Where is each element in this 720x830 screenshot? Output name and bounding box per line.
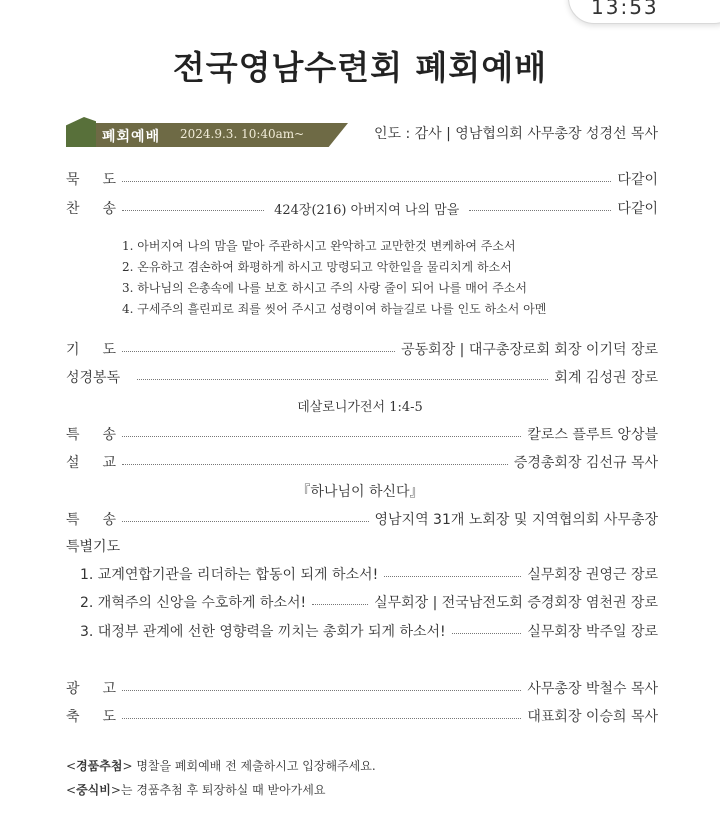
note-text: 는 경품추첨 후 퇴장하실 때 받아가세요 (120, 783, 326, 797)
row-value: 영남지역 31개 노회장 및 지역협의회 사무총장 (374, 512, 658, 528)
row-label: 설 교 (66, 455, 116, 471)
special-prayer-item (80, 563, 658, 585)
leaf-icon (66, 117, 96, 147)
leader-dots (384, 576, 521, 577)
leader-dots (122, 464, 508, 465)
page-title: 전국영남수련회 폐회예배 (172, 48, 548, 87)
row-value: 사무총장 박철수 목사 (527, 681, 658, 697)
prayer-by: 실무회장 | 전국남전도회 증경회장 염천권 장로 (374, 595, 658, 611)
row-label: 찬 송 (66, 201, 116, 217)
hymn-verses (122, 236, 546, 320)
verse-line: 2. 온유하고 겸손하여 화평하게 하시고 망령되고 악한일을 물리치게 하소서 (122, 260, 512, 274)
row-label: 성경봉독 (66, 370, 121, 386)
note-text: 명찰을 폐회예배 전 제출하시고 입장해주세요. (136, 759, 376, 773)
footer-notes (66, 754, 376, 802)
row-hymn (66, 197, 658, 219)
row-blessing (66, 705, 658, 727)
row-label: 특별기도 (66, 539, 121, 555)
verse-line: 3. 하나님의 은총속에 나를 보호 하시고 주의 사랑 줄이 되어 나를 매어 주소서 (122, 281, 527, 295)
row-label: 기 도 (66, 342, 116, 358)
leader-dots (122, 718, 521, 719)
row-label: 특 송 (66, 427, 116, 443)
row-mukdo (66, 168, 658, 190)
leader-dots (452, 633, 522, 634)
row-value: 다같이 (617, 172, 658, 188)
row-sermon (66, 451, 658, 473)
verse-line: 1. 아버지여 나의 맘을 맡아 주관하시고 완악하고 교만한것 변케하여 주소서 (122, 239, 516, 253)
banner-label: 폐회예배 (102, 129, 161, 145)
row-value: 공동회장 | 대구총장로회 회장 이기덕 장로 (401, 342, 658, 358)
corner-badge-text: 13:53 (591, 0, 659, 19)
note-keyword: 중식비 (76, 783, 111, 797)
row-label: 특 송 (66, 512, 116, 528)
row-notice (66, 677, 658, 699)
leader-dots (312, 604, 368, 605)
prayer-text: 2. 개혁주의 신앙을 수호하게 하소서! (80, 595, 307, 611)
leader-dots (122, 690, 521, 691)
leader-dots (122, 351, 395, 352)
verse-line: 4. 구세주의 흘린피로 죄를 씻어 주시고 성령이여 하늘길로 나를 인도 하소서 아멘 (122, 302, 547, 316)
note-line: <경품추첨> 명찰을 폐회예배 전 제출하시고 입장해주세요. (66, 759, 376, 773)
leader-dots (469, 210, 611, 211)
row-value: 다같이 (617, 201, 658, 217)
note-keyword: 경품추첨 (76, 759, 123, 773)
leader-dots (122, 436, 521, 437)
leader-dots (122, 521, 369, 522)
note-line: <중식비>는 경품추첨 후 퇴장하실 때 받아가세요 (66, 783, 326, 797)
row-reading (66, 366, 658, 388)
hymn-title: 424장(216) 아버지여 나의 맘을 (274, 202, 460, 218)
leader-dots (122, 181, 611, 182)
prayer-by: 실무회장 박주일 장로 (527, 624, 658, 640)
sermon-title: 『하나님이 하신다』 (296, 484, 424, 500)
row-value: 증경총회장 김선규 목사 (513, 455, 658, 471)
leader-dots (122, 210, 264, 211)
row-value: 회계 김성권 장로 (554, 370, 658, 386)
row-label: 광 고 (66, 681, 116, 697)
leader-dots (137, 379, 548, 380)
row-special-prayer (66, 535, 658, 557)
row-value: 칼로스 플루트 앙상블 (527, 427, 658, 443)
leader-info: 인도 : 감사 | 영남협의회 사무총장 성경선 목사 (373, 126, 658, 142)
prayer-text: 1. 교계연합기관을 리더하는 합동이 되게 하소서! (80, 567, 379, 583)
row-special-song-1 (66, 423, 658, 445)
prayer-text: 3. 대정부 관계에 선한 영향력을 끼치는 총회가 되게 하소서! (80, 624, 446, 640)
special-prayer-item (80, 591, 658, 613)
prayer-by: 실무회장 권영근 장로 (527, 567, 658, 583)
row-label: 묵 도 (66, 172, 116, 188)
row-label: 축 도 (66, 709, 116, 725)
corner-badge (568, 0, 720, 24)
service-banner (66, 113, 348, 147)
row-prayer (66, 338, 658, 360)
row-value: 대표회장 이승희 목사 (527, 709, 658, 725)
banner-datetime: 2024.9.3. 10:40am~ (180, 127, 305, 141)
scripture-reference: 데살로니가전서 1:4-5 (297, 400, 423, 415)
special-prayer-item (80, 620, 658, 642)
row-special-song-2 (66, 508, 658, 530)
